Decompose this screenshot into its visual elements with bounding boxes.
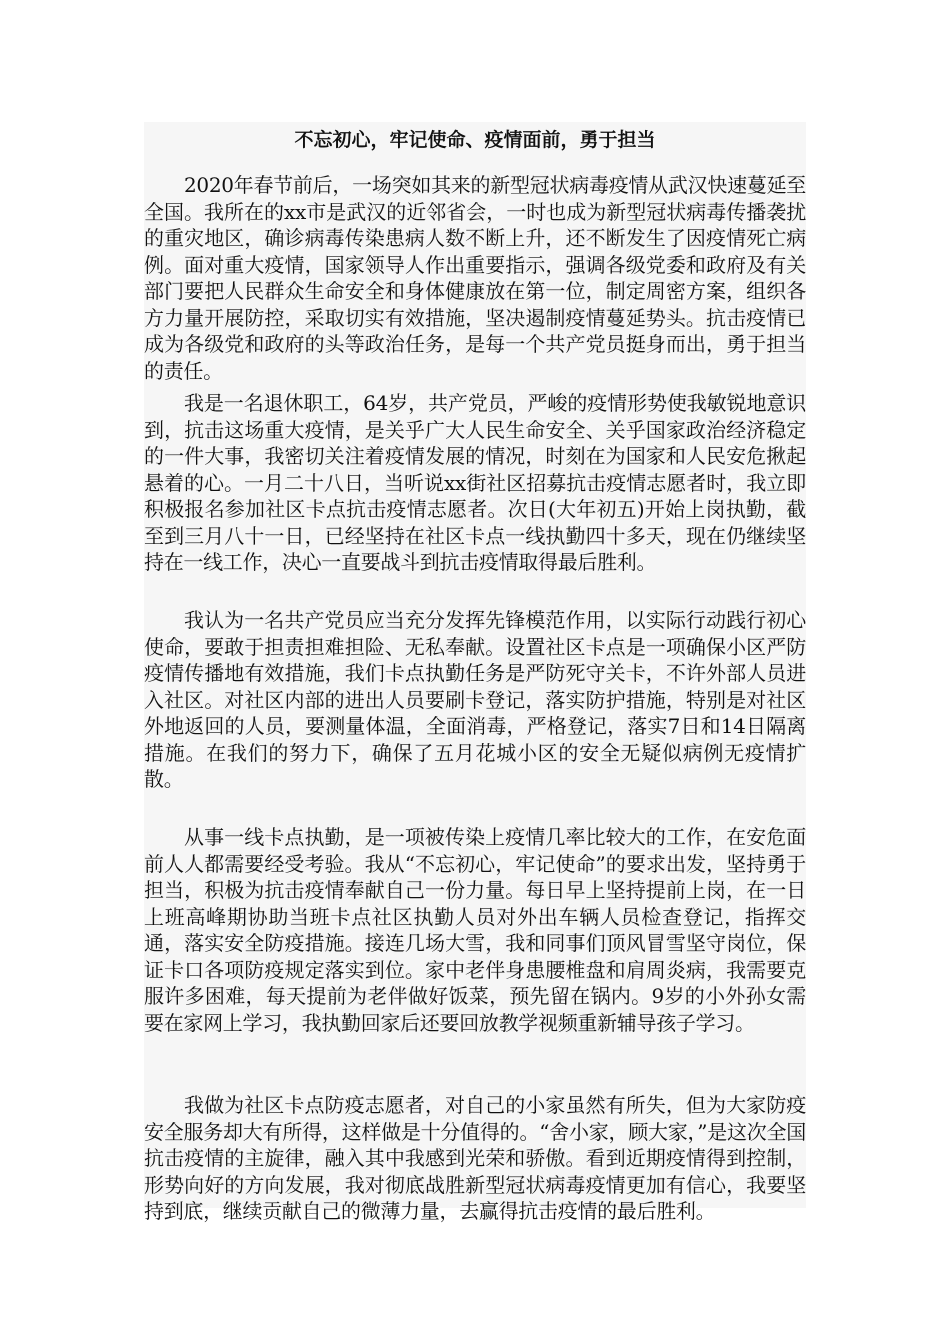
paragraph-4: 从事一线卡点执勤，是一项被传染上疫情几率比较大的工作，在安危面前人人都需要经受考验。我从“不忘初心，牢记使命”的要求出发，坚持勇于担当，积极为抗击疫情奉献自己一份力量。每日早上坚持提前上岗，在一日上班高峰期协助当班卡点社区执勤人员对外出车辆人员检查登记，指挥交通，落实安全防疫措施。接连几场大雪，我和同事们顶风冒雪坚守岗位，保证卡口各项防疫规定落实到位。家中老伴身患腰椎盘和肩周炎病，我需要克服许多困难，每天提前为老伴做好饭菜，预先留在锅内。9岁的小外孙女需要在家网上学习，我执勤回家后还要回放教学视频重新辅导孩子学习。 (144, 825, 806, 1035)
paragraph-2: 我是一名退休职工，64岁，共产党员，严峻的疫情形势使我敏锐地意识到，抗击这场重大疫情，是关乎广大人民生命安全、关乎国家政治经济稳定的一件大事，我密切关注着疫情发展的情况，时刻在为国家和人民安危揪起悬着的心。一月二十八日，当听说xx街社区招募抗击疫情志愿者时，我立即积极报名参加社区卡点抗击疫情志愿者。次日(大年初五)开始上岗执勤，截至到三月八十一日，已经坚持在社区卡点一线执勤四十多天，现在仍继续坚持在一线工作，决心一直要战斗到抗击疫情取得最后胜利。 (144, 391, 806, 574)
paragraph-3: 我认为一名共产党员应当充分发挥先锋模范作用，以实际行动践行初心使命，要敢于担责担难担险、无私奉献。设置社区卡点是一项确保小区严防疫情传播地有效措施，我们卡点执勤任务是严防死守关卡，不许外部人员进入社区。对社区内部的进出人员要刷卡登记，落实防护措施，特别是对社区外地返回的人员，要测量体温，全面消毒，严格登记，落实7日和14日隔离措施。在我们的努力下，确保了五月花城小区的安全无疑似病例无疫情扩散。 (144, 608, 806, 791)
paragraph-1: 2020年春节前后，一场突如其来的新型冠状病毒疫情从武汉快速蔓延至全国。我所在的xx市是武汉的近邻省会，一时也成为新型冠状病毒传播袭扰的重灾地区，确诊病毒传染患病人数不断上升，还不断发生了因疫情死亡病例。面对重大疫情，国家领导人作出重要指示，强调各级党委和政府及有关部门要把人民群众生命安全和身体健康放在第一位，制定周密方案，组织各方力量开展防控，采取切实有效措施，坚决遏制疫情蔓延势头。抗击疫情已成为各级党和政府的头等政治任务，是每一个共产党员挺身而出，勇于担当的责任。 (144, 173, 806, 383)
paragraph-5: 我做为社区卡点防疫志愿者，对自己的小家虽然有所失，但为大家防疫安全服务却大有所得，这样做是十分值得的。“舍小家，顾大家，”是这次全国抗击疫情的主旋律，融入其中我感到光荣和骄傲。看到近期疫情得到控制，形势向好的方向发展，我对彻底战胜新型冠状病毒疫情更加有信心，我要坚持到底，继续贡献自己的微薄力量，去赢得抗击疫情的最后胜利。 (144, 1093, 806, 1223)
document-title: 不忘初心，牢记使命、疫情面前，勇于担当 (294, 129, 656, 151)
document-body (144, 122, 806, 1223)
